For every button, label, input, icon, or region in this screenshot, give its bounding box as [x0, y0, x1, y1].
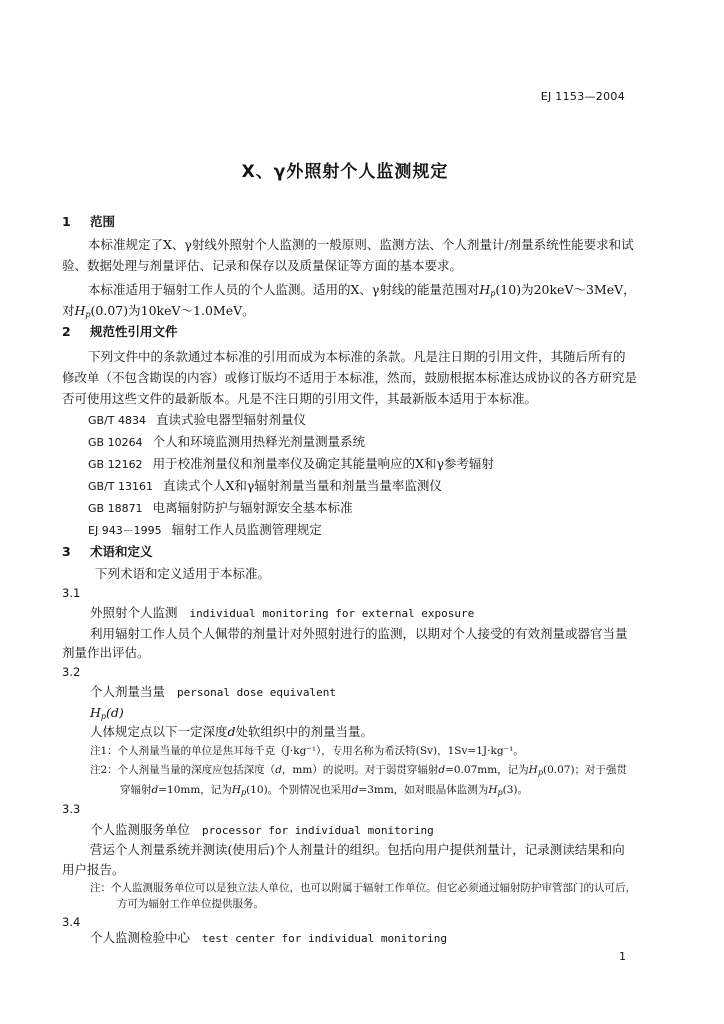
- term-definition: 营运个人剂量系统并测读(使用后)个人剂量计的组织。包括向用户提供剂量计，记录测读结果和向用户报告。: [62, 842, 625, 877]
- clause-number: 3.4: [62, 915, 81, 929]
- symbol-h: H: [74, 303, 86, 318]
- text-run: 注2：个人剂量当量的深度应包括深度（: [90, 764, 276, 776]
- symbol-d: d: [275, 764, 282, 776]
- text-run: 人体规定点以下一定深度: [90, 724, 228, 739]
- clause-number: 3.2: [62, 664, 81, 679]
- text-run: =0.07mm，记为: [445, 764, 529, 776]
- clause-number: 3.1: [62, 585, 81, 600]
- section-number: 2: [62, 324, 71, 339]
- terms-intro: 下列术语和定义适用于本标准。: [95, 566, 271, 581]
- scope-paragraph: 本标准规定了X、γ射线外照射个人监测的一般原则、监测方法、个人剂量计/剂量系统性能要求和试验、数据处理与剂量评估、记录和保存以及质量保证等方面的基本要求。: [62, 237, 634, 273]
- section-heading-scope: [62, 211, 637, 232]
- symbol-subscript-p: p: [240, 787, 247, 797]
- section-number: 1: [62, 214, 71, 229]
- term-english: test center for individual monitoring: [202, 932, 448, 945]
- section-title: 范围: [90, 214, 116, 229]
- symbol-d: d: [227, 724, 236, 739]
- term-entry: [62, 930, 637, 947]
- reference-item: [62, 431, 637, 453]
- reference-code: GB 18871: [88, 502, 143, 515]
- reference-item: [62, 409, 637, 431]
- reference-title: 直读式个人X和γ辐射剂量当量和剂量当量率监测仪: [163, 478, 442, 493]
- text-run: (10)。个别情况也采用: [246, 783, 352, 796]
- symbol-h: H: [528, 764, 538, 776]
- term-definition: 利用辐射工作人员个人佩带的剂量计对外照射进行的监测，以期对个人接受的有效剂量或器官当量剂量作出评估。: [62, 625, 628, 660]
- symbol-h: H: [90, 704, 101, 720]
- term-english: individual monitoring for external exposure: [189, 607, 475, 620]
- term-chinese: 个人监测检验中心: [90, 930, 191, 945]
- term-entry: [62, 603, 637, 624]
- symbol-subscript-p: p: [497, 787, 503, 797]
- term-entry: [62, 682, 637, 703]
- standard-number: EJ 1153—2004: [540, 90, 625, 103]
- term-entry: [62, 820, 637, 841]
- reference-item: [62, 497, 637, 519]
- reference-list: [62, 409, 637, 541]
- term-english: personal dose equivalent: [177, 686, 336, 699]
- text-run: (10)为20keV～3MeV，对: [62, 282, 636, 318]
- symbol-argument: (d): [106, 704, 124, 720]
- reference-item: [62, 453, 637, 475]
- symbol-h: H: [231, 783, 241, 796]
- terms-section-body: [62, 564, 637, 947]
- term-english: processor for individual monitoring: [202, 823, 434, 837]
- symbol-d: d: [151, 783, 159, 796]
- symbol-d: d: [438, 764, 446, 776]
- section-number: 3: [62, 544, 71, 559]
- symbol-h: H: [479, 282, 491, 297]
- reference-code: GB/T 4834: [88, 414, 146, 427]
- document-title: X、γ外照射个人监测规定: [241, 162, 449, 182]
- symbol-subscript-p: p: [85, 310, 91, 319]
- text-run: =3mm，如对眼晶体监测为: [358, 783, 489, 796]
- term-definition: [62, 722, 637, 742]
- text-run: (0.07)；对于强贯穿辐射: [120, 764, 628, 796]
- section-title: 术语和定义: [90, 544, 153, 559]
- reference-item: [62, 475, 637, 497]
- text-run: (0.07)为10keV～1.0MeV。: [90, 303, 255, 318]
- references-intro-paragraph: 下列文件中的条款通过本标准的引用而成为本标准的条款。凡是注日期的引用文件，其随后所有的修改单（不包含勘误的内容）或修订版均不适用于本标准，然而，鼓励根据本标准达成协议的各方研究是否可使用这些文件的最新版本。凡是不注日期的引用文件，其最新版本适用于本标准。: [62, 349, 638, 406]
- reference-code: EJ 943－1995: [88, 524, 162, 537]
- reference-title: 辐射工作人员监测管理规定: [171, 522, 322, 537]
- reference-title: 个人和环境监测用热释光剂量测量系统: [152, 434, 366, 449]
- clause-number: 3.3: [62, 802, 81, 816]
- section-title: 规范性引用文件: [90, 324, 178, 339]
- term-chinese: 个人监测服务单位: [90, 821, 191, 837]
- term-symbol: [62, 703, 637, 723]
- page-number: 1: [619, 950, 626, 963]
- reference-code: GB/T 13161: [88, 480, 153, 493]
- text-run: (3)。: [502, 783, 528, 796]
- reference-title: 用于校准剂量仪和剂量率仪及确定其能量响应的X和γ参考辐射: [152, 456, 494, 471]
- term-chinese: 外照射个人监测: [90, 605, 178, 620]
- text-run: 处软组织中的剂量当量。: [235, 724, 374, 739]
- text-run: 本标准适用于辐射工作人员的个人监测。适用的X、γ射线的能量范围对: [88, 282, 480, 297]
- symbol-subscript-p: p: [490, 289, 496, 298]
- symbol-h: H: [488, 783, 498, 796]
- document-body: [62, 211, 637, 947]
- symbol-subscript-p: p: [100, 711, 107, 721]
- reference-code: GB 10264: [88, 436, 143, 449]
- note-1: 注1：个人剂量当量的单位是焦耳每千克（J·kg⁻¹），专用名称为希沃特(Sv)，1Sv=1J·kg⁻¹。: [90, 744, 524, 757]
- term-chinese: 个人剂量当量: [90, 684, 166, 699]
- reference-item: [62, 519, 637, 541]
- reference-code: GB 12162: [88, 458, 143, 471]
- scope-applicability-paragraph: [62, 279, 637, 321]
- section-heading-terms-and-definitions: [62, 541, 637, 562]
- clause-3-4: [62, 914, 637, 947]
- note-2: [62, 761, 637, 800]
- text-run: ，mm）的说明。对于弱贯穿辐射: [281, 764, 439, 776]
- symbol-subscript-p: p: [537, 768, 543, 777]
- symbol-d: d: [351, 783, 359, 796]
- reference-title: 直读式验电器型辐射剂量仪: [156, 412, 307, 427]
- note: 注：个人监测服务单位可以是独立法人单位，也可以附属于辐射工作单位。但它必须通过辐射防护审管部门的认可后，方可为辐射工作单位提供服务。: [90, 882, 636, 910]
- reference-title: 电离辐射防护与辐射源安全基本标准: [152, 500, 353, 515]
- section-heading-normative-references: [62, 321, 637, 342]
- text-run: =10mm，记为: [158, 783, 232, 796]
